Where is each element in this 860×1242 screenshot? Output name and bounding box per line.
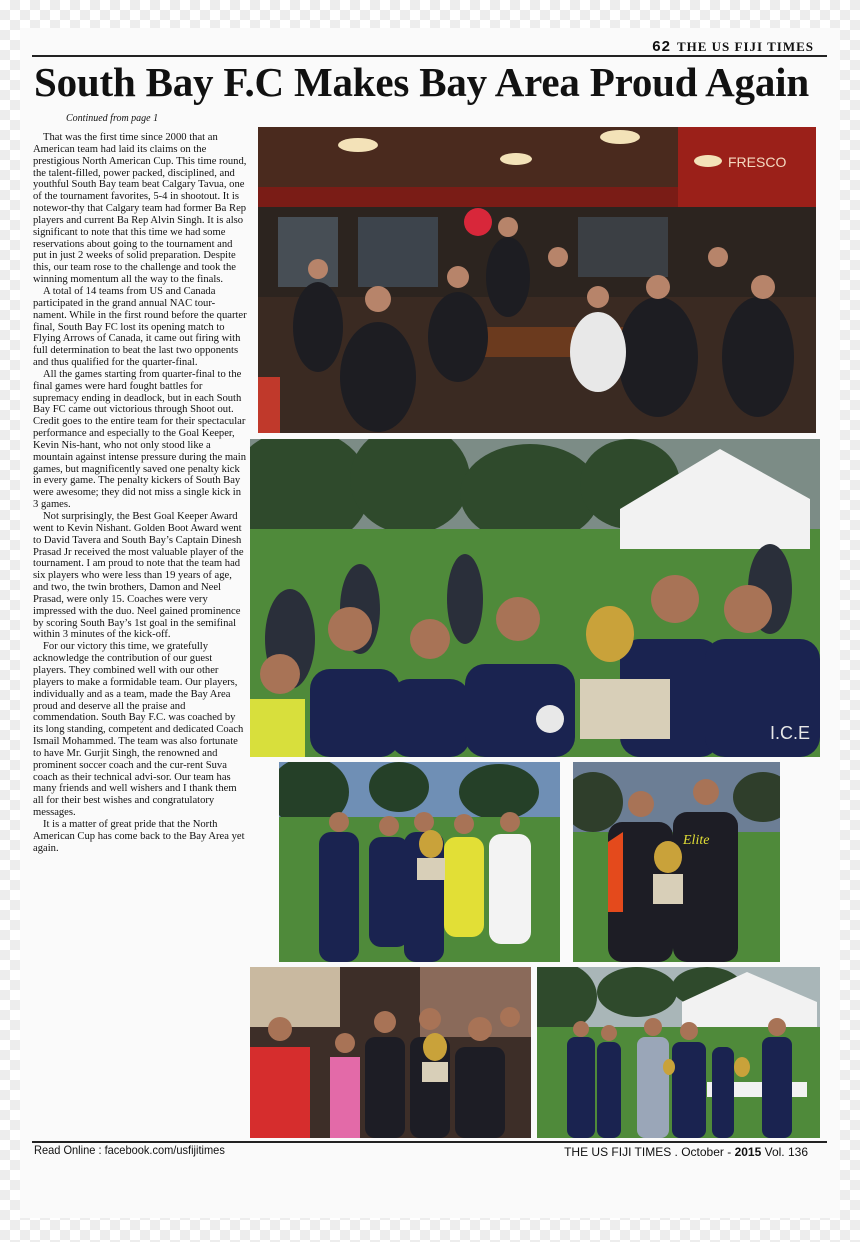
article-paragraph: A total of 14 teams from US and Canada participated in the grand annual NAC tour-nament. While in the first round before the quarter final, South Bay FC lost its opening match to Flying Arrows of Canada, it came out firing with full determination to beat the last two opponents and thus qualified for the quarter-final. [33,285,247,369]
photo-field-trophy-celebration [250,439,820,757]
article-body [33,132,247,854]
jersey-print: I.C.E [770,723,811,743]
footer-publication: THE US FIJI TIMES . October - [564,1145,735,1159]
photo-field-tent-trophy [537,967,820,1138]
article-paragraph: That was the first time since 2000 that an American team had laid its claims on the prestigious North American Cup. This time round, the talent-filled, power packed, disciplined, and youthful South Bay team beat Calgary Tavua, one of the tournament favorites, 5-4 in shootout. It is notewor-thy that Calgary team had former Ba Rep players and current Ba Rep Alvin Singh. It is also significant to note that this time we had some reservations about going to the tournament and put in just 2 weeks of solid preparation. Despite this, our team rose to the challenge and took the winning momentum all the way to the finals. [33,132,247,286]
headline: South Bay F.C Makes Bay Area Proud Again [34,59,809,105]
article-paragraph: Not surprisingly, the Best Goal Keeper Award went to Kevin Nishant. Golden Boot Award went to David Tavera and South Bay’s Captain Dinesh Prasad Jr received the most valuable player of the tournament. I am proud to note that the team had six players who were less than 19 years of age, and two, the twin brothers, Damon and Neel Prasad, were only 15. Coaches were very impressed with the duo. Neel gained prominence by scoring South Bay’s 1st goal in the semifinal within 3 minutes of the kick-off. [33,511,244,641]
issue-tag [652,38,814,55]
footer-year: 2015 [734,1145,762,1159]
publication-name: THE US FIJI TIMES [676,39,814,54]
article-paragraph: All the games starting from quarter-final to the final games were hard fought battles for supremacy ending in deadlock, but in each South Bay FC came out victorious through Shoot out. Credit goes to the entire team for their spectacular performance and especially to the Goal Keeper, Kevin Nis-hant, who not only stood like a mountain against intense pressure during the main games, but magnificently saved one penalty kick in every game. The penalty kickers of South Bay were awesome; they did not miss a single kick in 3 games. [33,368,247,511]
photo-group-with-trophy [279,762,560,962]
article-paragraph: It is a matter of great pride that the North American Cup has come back to the Bay Area yet again. [33,818,245,854]
footer-publication-info [564,1145,808,1159]
page-number: 62 [652,38,671,55]
article-paragraph: For our victory this time, we gratefully acknowledge the contribution of our guest players. They combined well with our other players to make a formidable team. Our players, individually and as a team, made the Bay Area proud and deserve all the praise and commendation. South Bay F.C. was coached by its long standing, competent and dedicated Coach Ismail Mohammed. The team was also fortunate to have Mr. Gurjit Singh, the renowned and prominent soccer coach and the cur-rent Suva coach as their technical advi-sor. Our team has many friends and well wishers and I thank them all for their best wishes and congratulatory messages. [33,641,244,819]
header-rule [32,55,827,57]
jersey-print: Elite [683,833,710,848]
footer-volume: Vol. 136 [761,1145,808,1159]
photo-restaurant-dinner [258,127,816,433]
restaurant-sign-text: FRESCO [728,154,787,170]
continued-note: Continued from page 1 [66,113,159,124]
photo-two-players-trophy [573,762,780,962]
photo-family-celebration [250,967,531,1138]
read-online-link[interactable]: Read Online : facebook.com/usfijitimes [34,1143,225,1157]
